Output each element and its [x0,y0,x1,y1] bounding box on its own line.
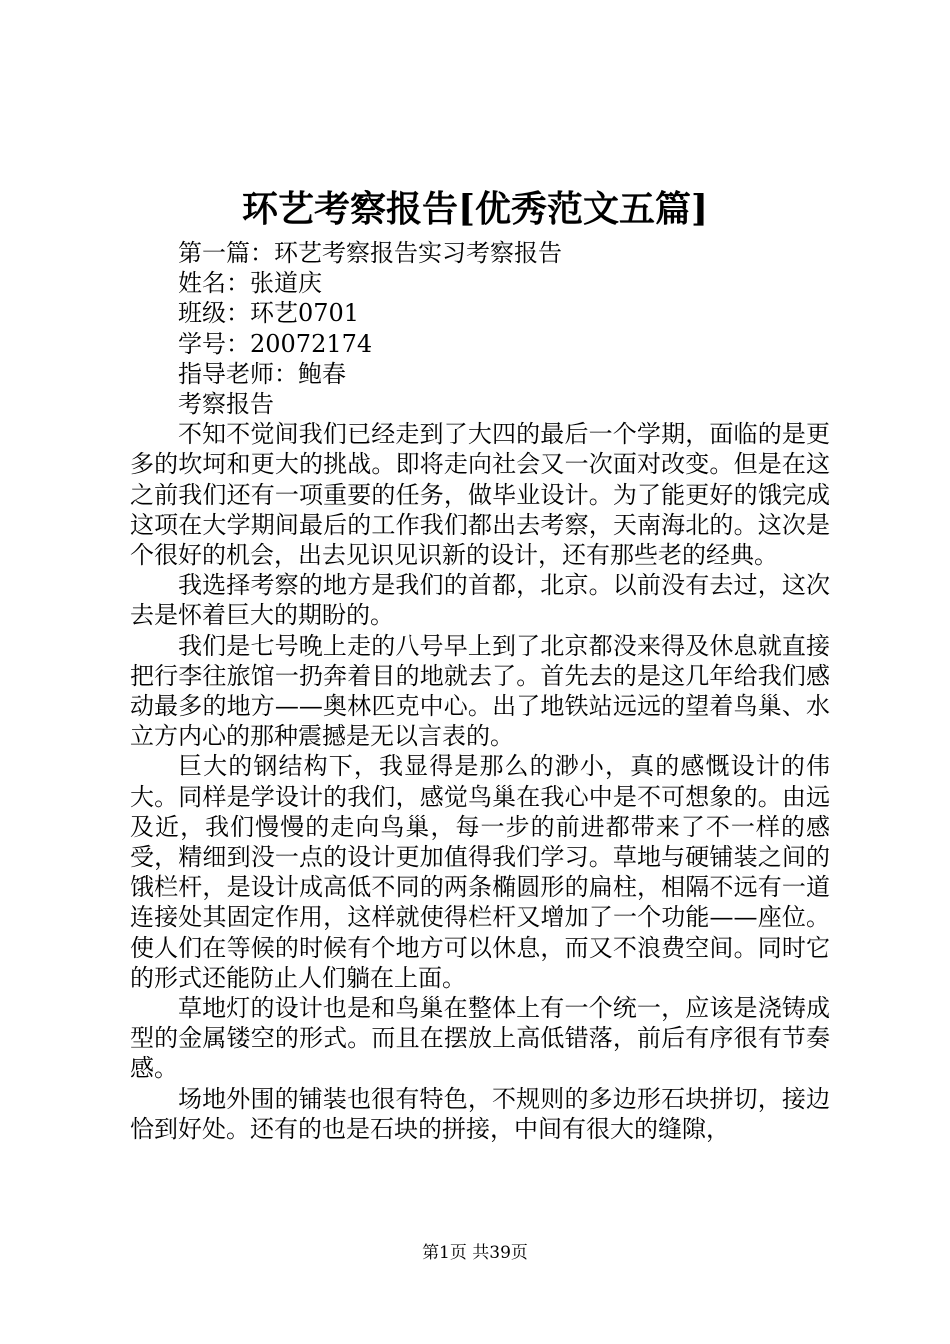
paragraph: 不知不觉间我们已经走到了大四的最后一个学期，面临的是更多的坎坷和更大的挑战。即将走向社会又一次面对改变。但是在这之前我们还有一项重要的任务，做毕业设计。为了能更好的饿完成这项在大学期间最后的工作我们都出去考察，天南海北的。这次是个很好的机会，出去见识见识新的设计，还有那些老的经典。 [130,420,830,570]
header-line-class: 班级：环艺0701 [178,299,360,328]
document-body [130,238,830,1144]
page-footer: 第1页 共39页 [422,1243,528,1263]
header-line-advisor: 指导老师：鲍春 [178,359,346,388]
header-line-student-id: 学号：20072174 [178,329,373,358]
document-title: 环艺考察报告[优秀范文五篇] [241,188,709,230]
paragraph: 巨大的钢结构下，我显得是那么的渺小，真的感慨设计的伟大。同样是学设计的我们，感觉鸟巢在我心中是不可想象的。由远及近，我们慢慢的走向鸟巢，每一步的前进都带来了不一样的感受，精细到没一点的设计更加值得我们学习。草地与硬铺装之间的饿栏杆，是设计成高低不同的两条椭圆形的扁柱，相隔不远有一道连接处其固定作用，这样就使得栏杆又增加了一个功能——座位。使人们在等候的时候有个地方可以休息，而又不浪费空间。同时它的形式还能防止人们躺在上面。 [130,752,830,992]
header-line-name: 姓名：张道庆 [178,269,322,298]
header-line-report: 考察报告 [178,390,274,419]
paragraph: 我选择考察的地方是我们的首都，北京。以前没有去过，这次去是怀着巨大的期盼的。 [130,571,830,630]
paragraph: 草地灯的设计也是和鸟巢在整体上有一个统一，应该是浇铸成型的金属镂空的形式。而且在摆放上高低错落，前后有序很有节奏感。 [130,994,830,1083]
paragraph: 我们是七号晚上走的八号早上到了北京都没来得及休息就直接把行李往旅馆一扔奔着目的地就去了。首先去的是这几年给我们感动最多的地方——奥林匹克中心。出了地铁站远远的望着鸟巢、水立方内心的那种震撼是无以言表的。 [130,631,830,751]
paragraph: 场地外围的铺装也很有特色，不规则的多边形石块拼切，接边恰到好处。还有的也是石块的拼接，中间有很大的缝隙， [130,1084,830,1143]
header-line-chapter: 第一篇：环艺考察报告实习考察报告 [178,239,562,267]
